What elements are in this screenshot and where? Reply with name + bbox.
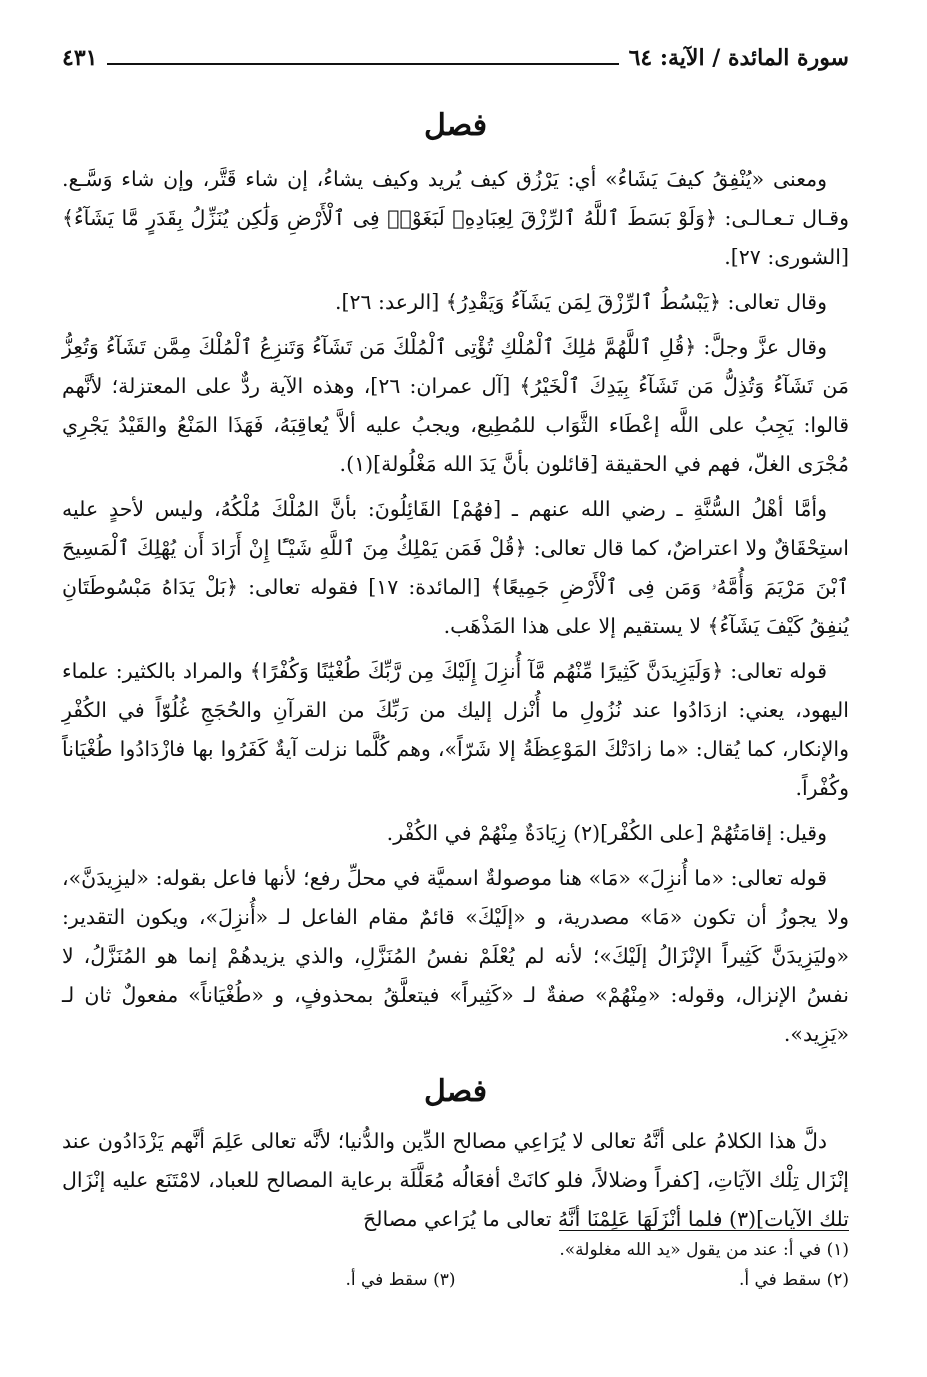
footnote-3: (٣) سقط في أ. (345, 1270, 456, 1290)
running-header (62, 38, 849, 78)
footnote-row (62, 1235, 849, 1265)
paragraph: قوله تعالى: «ما أُنزِلَ» «مَا» هنا موصولةٌ اسميَّة في محلِّ رفع؛ لأنها فاعل بقوله: «ليزِيدَنَّ»، ولا يجوزُ أن تكون «مَا» مصدرية، و «إلَيْكَ» قائمٌ مقام الفاعل لـ «أُنزِلَ»، ويكون التقدير: «وليَزِيدَنَّ كَثِيراً الإنْزَالُ إلَيْكَ»؛ لأنه لم يُعْلَمْ نفسُ المُنَزَّلِ، والذي يزيدهُمْ إنما هو المُنَزَّلُ، لا نفسُ الإنزال، وقوله: «مِنْهُمْ» صفةٌ لـ «كَثِيراً» فيتعلَّقُ بمحذوفٍ، و «طُغْيَاناً» مفعولٌ ثان لـ «يَزِيد». (62, 866, 849, 1046)
header-rule (107, 63, 618, 65)
footnote-1: (١) في أ: عند من يقول «يد الله مغلولة». (559, 1240, 849, 1260)
paragraph: وقال تعالى: ﴿يَبْسُطُ ٱلرِّزْقَ لِمَن يَشَآءُ وَيَقْدِرُ﴾ [الرعد: ٢٦]. (334, 290, 827, 314)
paragraph: وقال عزَّ وجلَّ: ﴿قُلِ ٱللَّهُمَّ مَٰلِكَ ٱلْمُلْكِ تُؤْتِى ٱلْمُلْكَ مَن تَشَآءُ وَتَنزِعُ ٱلْمُلْكَ مِمَّن تَشَآءُ وَتُعِزُّ مَن تَشَآءُ وَتُذِلُّ مَن تَشَآءُ بِيَدِكَ ٱلْخَيْرُ﴾ [آل عمران: ٢٦]، وهذه الآية ردٌّ على المعتزلة؛ لأنَّهم قالوا: يَجِبُ على اللَّه إعْطَاء الثَّوَاب للمُطِيع، ويجبُ عليه ألاَّ يُعاقِبَهُ، فَهَذَا المَنْعُ والقَيْدُ يَجْرِي مُجْرَى الغلّ، فهم في الحقيقة [قائلون بأنَّ يَدَ الله مَغْلُولة](١). (62, 335, 849, 476)
footnote-rule (559, 1230, 849, 1231)
footnotes (62, 1230, 849, 1295)
paragraph: وقيل: إقامَتُهُمْ [على الكُفْر](٢) زِيَادَةٌ مِنْهُمْ في الكُفْر. (386, 821, 827, 845)
paragraph: ومعنى «يُنْفِقُ كيفَ يَشَاءُ» أي: يَرْزُق كيف يُريد وكيف يشاءُ، إن شاء قَتَّر، وإن شاء وَسَّـع. وقـال تـعـالـى: ﴿وَلَوْ بَسَطَ ٱللَّهُ ٱلرِّزْقَ لِعِبَادِهِۦ لَبَغَوْا۟ فِى ٱلْأَرْضِ وَلَٰكِن يُنَزِّلُ بِقَدَرٍ مَّا يَشَآءُ﴾ [الشورى: ٢٧]. (62, 167, 849, 269)
page-number: ٤٣١ (62, 45, 98, 71)
section-heading: فصل (423, 1074, 488, 1109)
section-heading: فصل (423, 108, 488, 143)
paragraph: قوله تعالى: ﴿وَلَيَزِيدَنَّ كَثِيرًا مِّنْهُم مَّآ أُنزِلَ إِلَيْكَ مِن رَّبِّكَ طُغْيَٰنًا وَكُفْرًا﴾ والمراد بالكثير: علماء اليهود، يعني: ازدَادُوا عند نُزُولِ ما أُنْزل إليك من رَبِّكَ من القرآنِ والحُجَجِ غُلُوّاً في الكُفْرِ والإنكار، كما يُقال: «ما زادَتْكَ المَوْعِظَةُ إلا شَرّاً»، وهم كُلَّما نزلت آيةٌ كَفَرُوا بها فازْدَادُوا طُغْيَاناً وكُفْراً. (62, 659, 849, 800)
paragraph: دلَّ هذا الكلامُ على أنَّهُ تعالى لا يُرَاعِي مصالح الدِّين والدُّنيا؛ لأنَّه تعالى عَلِمَ أنَّهم يَزْدَادُون عند إنْزَال تِلْك الآيَاتِ، [كفراً وضلالاً، فلو كانَتْ أفعَالُه مُعَلَّلَة برعاية المصالح للعباد، لامْتَنَع عليه إنْزَال تلك الآيات](٣) فلما أنْزَلَهَا عَلِمْنَا أنَّهُ تعالى ما يُرَاعي مصالحَ (62, 1129, 849, 1231)
footnote-2: (٢) سقط في أ. (738, 1270, 849, 1290)
surah-title: سورة المائدة / الآية: ٦٤ (628, 45, 849, 71)
footnote-row (62, 1265, 849, 1295)
paragraph: وأمَّا أهْلُ السُّنَّةِ ـ رضي الله عنهم ـ [فهُمْ] القَائِلُونَ: بأنَّ المُلْكَ مُلْكُهُ، وليس لأحدٍ عليه استِحْقَاقٌ ولا اعتراضٌ، كما قال تعالى: ﴿قُلْ فَمَن يَمْلِكُ مِنَ ٱللَّهِ شَيْـًٔا إِنْ أَرَادَ أَن يُهْلِكَ ٱلْمَسِيحَ ٱبْنَ مَرْيَمَ وَأُمَّهُۥ وَمَن فِى ٱلْأَرْضِ جَمِيعًا﴾ [المائدة: ١٧] فقوله تعالى: ﴿بَلْ يَدَاهُ مَبْسُوطَتَانِ يُنفِقُ كَيْفَ يَشَآءُ﴾ لا يستقيم إلا على هذا المَذْهَب. (62, 497, 849, 638)
